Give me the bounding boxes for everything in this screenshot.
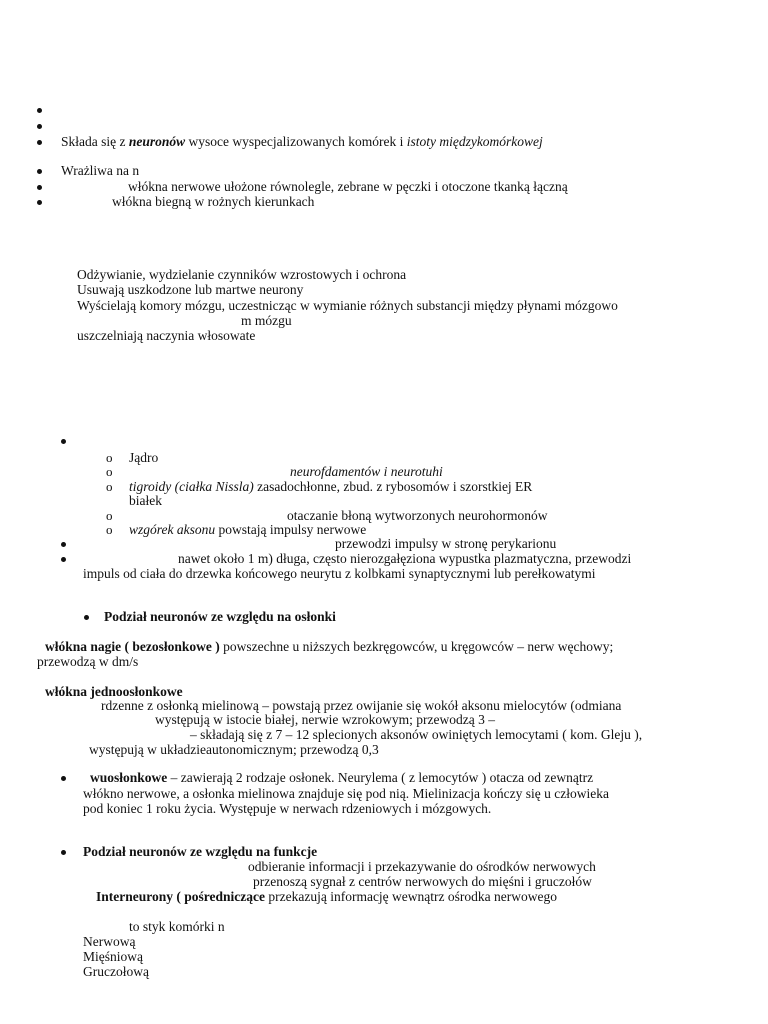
line-wlokna-rownolegle: włókna nerwowe ułożone równolegle, zebrane w pęczki i otoczone tkanką łączną bbox=[128, 179, 568, 194]
line-wyscielaja: Wyścielają komory mózgu, uczestnicząc w wymianie różnych substancji między płynami mózgowo bbox=[77, 298, 618, 313]
line-skladaja-sie: – składają się z 7 – 12 splecionych aksonów owiniętych lemocytami ( kom. Gleju ), bbox=[190, 727, 643, 742]
line-mielinizacja: pod koniec 1 roku życia. Występuje w nerwach rdzeniowych i mózgowych. bbox=[83, 801, 492, 816]
bullet bbox=[61, 557, 66, 562]
line-odzywianie: Odżywianie, wydzielanie czynników wzrostowych i ochrona bbox=[77, 267, 407, 282]
bullet bbox=[84, 615, 89, 620]
circle-bullet: o bbox=[106, 522, 113, 537]
circle-bullet: o bbox=[106, 464, 113, 479]
line-odbieranie: odbieranie informacji i przekazywanie do ośrodków nerwowych bbox=[248, 859, 596, 874]
line-akson: nawet około 1 m) długa, często nierozgałęziona wypustka plazmatyczna, przewodzi bbox=[178, 551, 632, 566]
line-jadro: Jądro bbox=[129, 450, 159, 465]
line-autonomiczny: występują w układzieautonomicznym; przewodzą 0,3 bbox=[89, 742, 379, 757]
line-otaczanie: otaczanie błoną wytworzonych neurohormonów bbox=[287, 508, 548, 523]
bullet bbox=[37, 169, 42, 174]
line-m-mozgu: m mózgu bbox=[241, 313, 292, 328]
line-rdzenne: rdzenne z osłonką mielinową – powstają przez owijanie się wokół aksonu mielocytów (odmiana bbox=[101, 698, 622, 713]
circle-bullet: o bbox=[106, 450, 113, 465]
bullet bbox=[61, 542, 66, 547]
line-gruczolowa: Gruczołową bbox=[83, 964, 149, 979]
line-wrazliwa: Wrażliwa na n bbox=[61, 163, 140, 178]
line-neurylema-cd: włókno nerwowe, a osłonka mielinowa znajduje się pod nią. Mielinizacja kończy się u człowieka bbox=[83, 786, 609, 801]
bullet bbox=[37, 108, 42, 113]
heading-jednooslonkowe: włókna jednoosłonkowe bbox=[45, 684, 183, 699]
circle-bullet: o bbox=[106, 479, 113, 494]
line-uszczelniaja: uszczelniają naczynia włosowate bbox=[77, 328, 256, 343]
line-dwuoslonkowe: wuosłonkowe – zawierają 2 rodzaje osłonek. Neurylema ( z lemocytów ) otacza od zewnątrz bbox=[90, 770, 594, 785]
line-miesniowa: Mięśniową bbox=[83, 949, 143, 964]
line-bialek: białek bbox=[129, 493, 162, 508]
bullet bbox=[61, 776, 66, 781]
heading-oslonki: Podział neuronów ze względu na osłonki bbox=[104, 609, 336, 624]
line-neurofilamenty: neurofdamentów i neurotuhi bbox=[290, 464, 443, 479]
line-przenosza: przenoszą sygnał z centrów nerwowych do mięśni i gruczołów bbox=[253, 874, 592, 889]
line-przewodza-dm: przewodzą w dm/s bbox=[37, 654, 139, 669]
line-dendryt: przewodzi impulsy w stronę perykarionu bbox=[335, 536, 557, 551]
line-usuwaja: Usuwają uszkodzone lub martwe neurony bbox=[77, 282, 304, 297]
bullet bbox=[37, 124, 42, 129]
line-interneurony: Interneurony ( pośredniczące przekazują informację wewnątrz ośrodka nerwowego bbox=[96, 889, 557, 904]
line-nagie: włókna nagie ( bezosłonkowe ) powszechne u niższych bezkręgowców, u kręgowców – nerw węchowy; bbox=[45, 639, 614, 654]
line-nerwowa: Nerwową bbox=[83, 934, 136, 949]
line-sklada-sie: Składa się z neuronów wysoce wyspecjalizowanych komórek i istoty międzykomórkowej bbox=[61, 134, 543, 149]
heading-funkcje: Podział neuronów ze względu na funkcje bbox=[83, 844, 318, 859]
line-tigroidy: tigroidy (ciałka Nissla) zasadochłonne, zbud. z rybosomów i szorstkiej ER bbox=[129, 479, 533, 494]
line-wystepuja-biala: występują w istocie białej, nerwie wzrokowym; przewodzą 3 – bbox=[155, 712, 496, 727]
line-akson-cd: impuls od ciała do drzewka końcowego neurytu z kolbkami synaptycznymi lub perełkowatymi bbox=[83, 566, 596, 581]
bullet bbox=[37, 140, 42, 145]
circle-bullet: o bbox=[106, 508, 113, 523]
bullet bbox=[37, 200, 42, 205]
line-styk: to styk komórki n bbox=[129, 919, 225, 934]
bullet bbox=[61, 850, 66, 855]
bullet bbox=[37, 185, 42, 190]
line-wlokna-kierunki: włókna biegną w rożnych kierunkach bbox=[112, 194, 315, 209]
line-wzgorek: wzgórek aksonu powstają impulsy nerwowe bbox=[129, 522, 367, 537]
bullet bbox=[61, 439, 66, 444]
